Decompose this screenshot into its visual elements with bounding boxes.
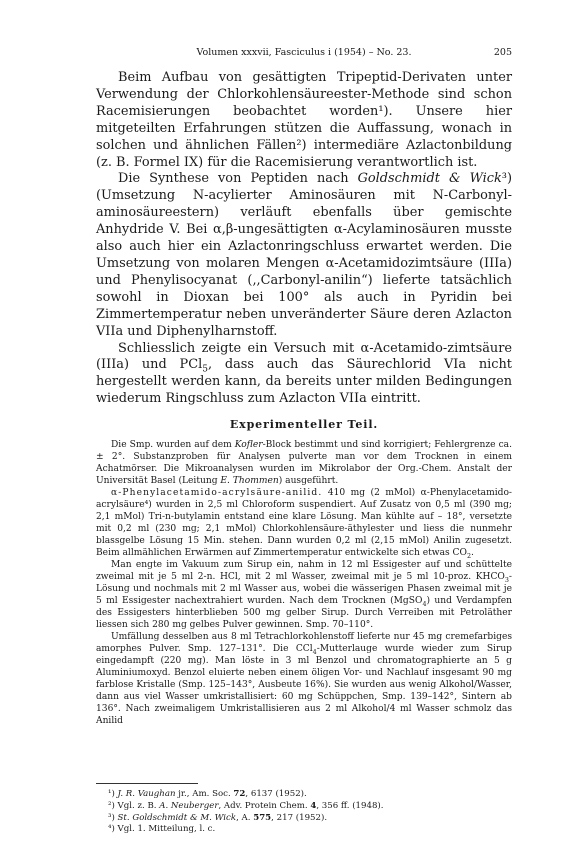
citation-authors: Goldschmidt & Wick — [357, 171, 502, 187]
paragraph-2 — [96, 171, 512, 340]
footnote-3 — [108, 813, 512, 825]
text-run: . — [471, 548, 474, 559]
text-run: Die Synthese von Peptiden nach — [118, 171, 358, 187]
text-run: , dass auch das Säurechlorid VIa nicht hergestellt werden kann, da bereits unter milden Bedingungen wiederum Ringschluss zum Azlacton VIIa eintritt. — [96, 357, 512, 407]
text-run: -Lösung und nochmals mit 2 ml Wasser aus, wobei die wässerigen Phasen zweimal mit je 5 ml Essigester nachextrahiert wurden. Nach dem Trocknen (MgSO — [96, 572, 512, 607]
volume-number: 4 — [310, 800, 317, 811]
text-run: Vgl. 1. Mitteilung, l. c. — [114, 824, 216, 835]
text-run: , 356 ff. (1948). — [316, 800, 384, 811]
footnotes — [108, 789, 512, 836]
text-run: , 6137 (1952). — [245, 789, 307, 799]
italic-name: E. Thommen — [220, 476, 279, 487]
main-text — [96, 70, 512, 727]
exp-paragraph-1 — [96, 439, 512, 487]
subscript: 2 — [466, 551, 472, 560]
text-run: Umfällung desselben aus 8 ml Tetrachlorkohlenstoff lieferte nur 45 mg cremefarbiges amorphes Pulver. Smp. 127–131°. Die CCl — [96, 632, 512, 655]
footnote-marker: ²) — [108, 800, 115, 811]
page-number: 205 — [493, 47, 512, 58]
subscript: 4 — [312, 647, 317, 656]
text-run: , Adv. Protein Chem. — [218, 800, 311, 811]
footnote-author: A. Neuberger — [159, 800, 219, 811]
footnote-marker: ¹) — [108, 789, 115, 799]
footnote-marker: ⁴) — [108, 824, 115, 835]
exp-paragraph-3 — [96, 559, 512, 631]
footnote-marker: ³) — [108, 812, 115, 823]
text-run: Die Smp. wurden auf dem — [111, 440, 235, 451]
running-header — [96, 47, 512, 61]
text-run: Vgl. z. B. — [114, 800, 160, 811]
footnote-author: J. R. Vaughan — [117, 789, 176, 799]
text-run: Schliesslich zeigte ein Versuch mit α-Acetamido-zimtsäure (IIIa) und PCl — [96, 340, 512, 373]
subscript: 4 — [422, 599, 427, 608]
footnote-1 — [108, 789, 512, 801]
running-title: Volumen xxxvii, Fasciculus i (1954) – No. 23. — [196, 47, 412, 58]
text-run: Man engte im Vakuum zum Sirup ein, nahm in 12 ml Essigester auf und schüttelte zweimal mit je 5 ml 2-n. HCl, mit 2 ml Wasser, zweimal mit je 5 ml 10-proz. KHCO — [96, 560, 512, 583]
text-run: -Mutterlauge wurde wieder zum Sirup eingedampft (220 mg). Man löste in 3 ml Benzol und chromatographierte an 5 g Aluminiumoxyd. Benzol eluierte neben einem öligen Vor- und Nachlauf insgesamt 90 mg farblose Kristalle (Smp. 125–143°, Ausbeute 16%). Sie wurden aus wenig Alkohol/Wasser, dann aus viel Wasser umkristallisiert: 60 mg Schüppchen, Smp. 139–142°, Sintern ab 136°. Nach zweimaligem Umkristallisieren aus 2 ml Alkohol/4 ml Wasser schmolz das Anilid — [96, 644, 512, 727]
exp-paragraph-4 — [96, 631, 512, 727]
text-run: ³) (Umsetzung N-acylierter Aminosäuren mit N-Carbonyl-aminosäureestern) verläuft ebenfalls über gemischte Anhydride V. Bei α,β-ungesättigten α-Acylaminosäuren musste also auch hier ein Azlactonringschluss erwartet werden. Die Umsetzung von molaren Mengen α-Acetamidozimtsäure (IIIa) und Phenylisocyanat (,,Carbonyl-anilin“) lieferte tatsächlich sowohl in Dioxan bei 100° als auch in Pyridin bei Zimmertemperatur neben unveränderter Säure deren Azlacton VIIa und Diphenylharnstoff. — [96, 171, 512, 339]
text-run: ) und Verdampfen des Essigesters hinterblieben 500 mg gelber Sirup. Durch Verreiben mit Petroläther liessen sich 280 mg gelbes Pulver gewinnen. Smp. 70–110°. — [96, 596, 512, 631]
compound-title: α-Phenylacetamido-acrylsäure-anilid. — [111, 488, 323, 499]
subscript: 5 — [202, 364, 208, 375]
subscript: 3 — [504, 575, 509, 584]
text-run: , A. — [236, 812, 254, 823]
footnote-divider — [96, 783, 198, 784]
volume-number: 72 — [233, 789, 246, 799]
section-heading: Experimenteller Teil. — [229, 418, 379, 432]
italic-name: Kofler — [234, 440, 263, 451]
text-run: 410 mg (2 mMol) α-Phenylacetamido-acrylsäure⁴) wurden in 2,5 ml Chloroform suspendiert. Auf Zusatz von 0,5 ml (390 mg; 2,1 mMol) Tri-n-butylamin entstand eine klare Lösung. Man kühlte auf – 18°, versetzte mit 0,2 ml (230 mg; 2,1 mMol) Chlorkohlensäure-äthylester und liess die nunmehr blassgelbe Lösung 15 Min. stehen. Dann wurden 0,2 ml (2,15 mMol) Anilin zugesetzt. Beim allmählichen Erwärmen auf Zimmertemperatur entwickelte sich etwas CO — [96, 488, 512, 559]
paragraph-3 — [96, 341, 512, 409]
footnote-author: St. Goldschmidt & M. Wick — [117, 812, 237, 823]
text-run: ) ausgeführt. — [278, 476, 339, 487]
text-run: -Block bestimmt und sind korrigiert; Fehlergrenze ca. ± 2°. Substanzproben für Analysen pulverte man vor dem Trocknen in einem Achatmörser. Die Mikroanalysen wurden im Mikrolabor der Org.-Chem. Anstalt der Universität Basel (Leitung — [96, 440, 512, 487]
paragraph-1: Beim Aufbau von gesättigten Tripeptid-Derivaten unter Verwendung der Chlorkohlensäureester-Methode sind schon Racemisierungen beobachtet worden¹). Unsere hier mitgeteilten Erfahrungen stützen die Auffassung, wonach in solchen und ähnlichen Fällen²) intermediäre Azlactonbildung (z. B. Formel IX) für die Racemisierung verantwortlich ist. — [96, 70, 512, 170]
footnote-2 — [108, 801, 512, 813]
exp-paragraph-2 — [96, 487, 512, 559]
volume-number: 575 — [253, 812, 272, 823]
text-run: , 217 (1952). — [271, 812, 328, 823]
footnote-4 — [108, 824, 512, 836]
text-run: jr., Am. Soc. — [175, 789, 234, 799]
